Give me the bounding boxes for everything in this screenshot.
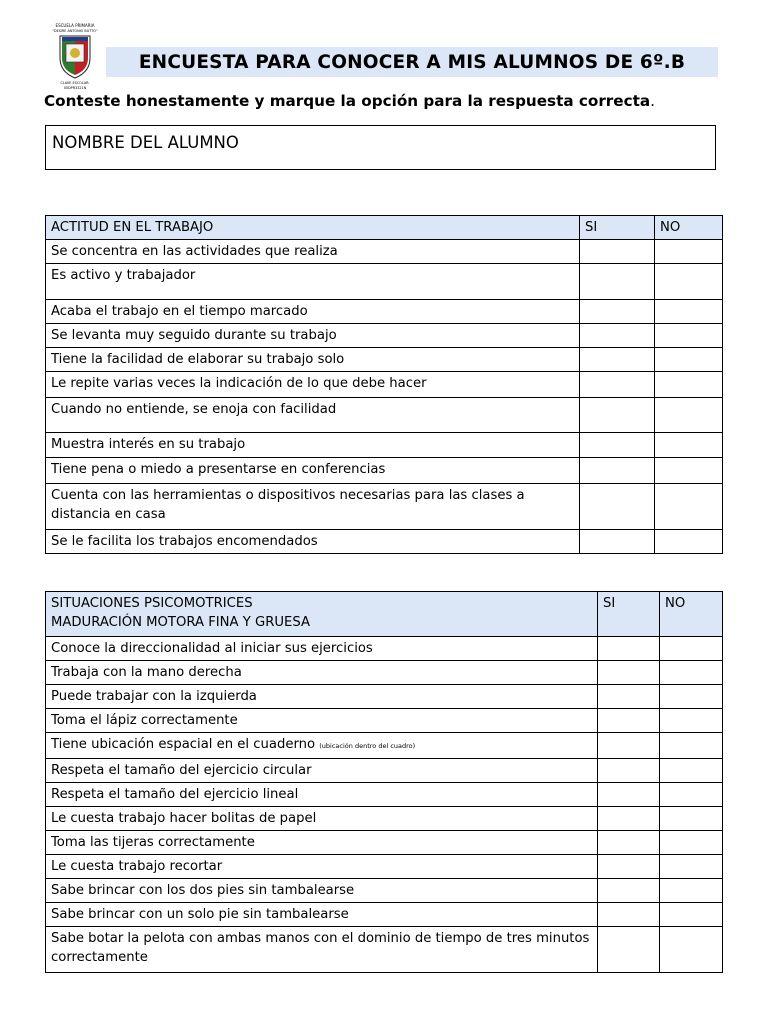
answer-no-cell[interactable] bbox=[655, 398, 723, 433]
answer-no-cell[interactable] bbox=[660, 831, 723, 855]
table-row bbox=[46, 372, 723, 398]
table-header-line1: SITUACIONES PSICOMOTRICES bbox=[51, 596, 253, 611]
question-note: (ubicación dentro del cuadro) bbox=[319, 742, 416, 750]
answer-si-cell[interactable] bbox=[598, 637, 660, 661]
table-row bbox=[46, 709, 723, 733]
question-main-text: Tiene ubicación espacial en el cuaderno bbox=[51, 737, 316, 752]
question-text: Cuenta con las herramientas o dispositivos necesarias para las clases a distancia en casa bbox=[46, 484, 580, 530]
answer-si-cell[interactable] bbox=[598, 759, 660, 783]
answer-si-cell[interactable] bbox=[598, 661, 660, 685]
question-text: Respeta el tamaño del ejercicio circular bbox=[46, 759, 598, 783]
table-row bbox=[46, 855, 723, 879]
answer-si-cell[interactable] bbox=[580, 240, 655, 264]
answer-no-cell[interactable] bbox=[655, 240, 723, 264]
question-text: Toma las tijeras correctamente bbox=[46, 831, 598, 855]
work-attitude-table bbox=[45, 215, 723, 554]
answer-no-cell[interactable] bbox=[660, 661, 723, 685]
table-row bbox=[46, 927, 723, 973]
answer-si-cell[interactable] bbox=[598, 783, 660, 807]
instructions-text: Conteste honestamente y marque la opción para la respuesta correcta bbox=[44, 92, 651, 110]
table-row bbox=[46, 783, 723, 807]
question-text: Muestra interés en su trabajo bbox=[46, 433, 580, 458]
question-text: Acaba el trabajo en el tiempo marcado bbox=[46, 300, 580, 324]
survey-title: ENCUESTA PARA CONOCER A MIS ALUMNOS DE 6º.B bbox=[106, 47, 718, 77]
table-row bbox=[46, 398, 723, 433]
answer-no-cell[interactable] bbox=[660, 733, 723, 759]
table-row bbox=[46, 685, 723, 709]
question-text: Toma el lápiz correctamente bbox=[46, 709, 598, 733]
answer-no-cell[interactable] bbox=[655, 264, 723, 300]
column-si-header: SI bbox=[598, 592, 660, 637]
answer-no-cell[interactable] bbox=[655, 324, 723, 348]
table-row bbox=[46, 458, 723, 484]
answer-no-cell[interactable] bbox=[660, 879, 723, 903]
question-text: Trabaja con la mano derecha bbox=[46, 661, 598, 685]
answer-no-cell[interactable] bbox=[660, 807, 723, 831]
question-text: Sabe brincar con un solo pie sin tambalearse bbox=[46, 903, 598, 927]
answer-si-cell[interactable] bbox=[580, 372, 655, 398]
answer-si-cell[interactable] bbox=[598, 709, 660, 733]
answer-si-cell[interactable] bbox=[598, 927, 660, 973]
table-header-line2: MADURACIÓN MOTORA FINA Y GRUESA bbox=[51, 615, 310, 630]
answer-no-cell[interactable] bbox=[655, 484, 723, 530]
table-row bbox=[46, 807, 723, 831]
table-row bbox=[46, 324, 723, 348]
question-text: Se le facilita los trabajos encomendados bbox=[46, 530, 580, 554]
answer-no-cell[interactable] bbox=[660, 685, 723, 709]
question-text: Tiene la facilidad de elaborar su trabajo solo bbox=[46, 348, 580, 372]
answer-no-cell[interactable] bbox=[660, 783, 723, 807]
column-no-header: NO bbox=[660, 592, 723, 637]
table-row bbox=[46, 433, 723, 458]
answer-no-cell[interactable] bbox=[655, 348, 723, 372]
answer-si-cell[interactable] bbox=[580, 433, 655, 458]
school-code-label: CLAVE ESCOLAR: bbox=[60, 81, 90, 85]
table-header-title bbox=[46, 592, 598, 637]
answer-si-cell[interactable] bbox=[598, 685, 660, 709]
table-row bbox=[46, 661, 723, 685]
question-text: Es activo y trabajador bbox=[46, 264, 580, 300]
answer-no-cell[interactable] bbox=[655, 458, 723, 484]
answer-si-cell[interactable] bbox=[598, 855, 660, 879]
table-row bbox=[46, 300, 723, 324]
table-row bbox=[46, 240, 723, 264]
answer-si-cell[interactable] bbox=[598, 807, 660, 831]
question-text: Sabe brincar con los dos pies sin tambalearse bbox=[46, 879, 598, 903]
instructions bbox=[44, 92, 734, 110]
question-text: Conoce la direccionalidad al iniciar sus ejercicios bbox=[46, 637, 598, 661]
school-crest-logo bbox=[44, 22, 106, 90]
school-name-line1: ESCUELA PRIMARIA bbox=[55, 23, 95, 28]
answer-si-cell[interactable] bbox=[598, 879, 660, 903]
question-text: Tiene pena o miedo a presentarse en conferencias bbox=[46, 458, 580, 484]
answer-no-cell[interactable] bbox=[660, 637, 723, 661]
answer-no-cell[interactable] bbox=[660, 903, 723, 927]
answer-si-cell[interactable] bbox=[580, 348, 655, 372]
answer-si-cell[interactable] bbox=[580, 264, 655, 300]
table-row bbox=[46, 530, 723, 554]
answer-no-cell[interactable] bbox=[660, 927, 723, 973]
table-row bbox=[46, 484, 723, 530]
table-row bbox=[46, 759, 723, 783]
table-row bbox=[46, 733, 723, 759]
table-row bbox=[46, 903, 723, 927]
question-text: Respeta el tamaño del ejercicio lineal bbox=[46, 783, 598, 807]
question-text bbox=[46, 733, 598, 759]
question-text: Sabe botar la pelota con ambas manos con el dominio de tiempo de tres minutos correctamente bbox=[46, 927, 598, 973]
question-text: Le repite varias veces la indicación de lo que debe hacer bbox=[46, 372, 580, 398]
answer-si-cell[interactable] bbox=[598, 831, 660, 855]
instructions-period: . bbox=[650, 92, 655, 110]
table-row bbox=[46, 879, 723, 903]
table-row bbox=[46, 264, 723, 300]
answer-no-cell[interactable] bbox=[660, 855, 723, 879]
psychomotor-table bbox=[45, 591, 723, 973]
answer-si-cell[interactable] bbox=[598, 733, 660, 759]
answer-si-cell[interactable] bbox=[580, 324, 655, 348]
answer-si-cell[interactable] bbox=[598, 903, 660, 927]
question-text: Se levanta muy seguido durante su trabajo bbox=[46, 324, 580, 348]
question-text: Le cuesta trabajo hacer bolitas de papel bbox=[46, 807, 598, 831]
question-text: Cuando no entiende, se enoja con facilidad bbox=[46, 398, 580, 433]
table-header-row bbox=[46, 216, 723, 240]
column-no-header: NO bbox=[655, 216, 723, 240]
question-text: Le cuesta trabajo recortar bbox=[46, 855, 598, 879]
table-row bbox=[46, 348, 723, 372]
answer-no-cell[interactable] bbox=[655, 530, 723, 554]
answer-no-cell[interactable] bbox=[655, 372, 723, 398]
question-text: Se concentra en las actividades que realiza bbox=[46, 240, 580, 264]
question-text: Puede trabajar con la izquierda bbox=[46, 685, 598, 709]
answer-si-cell[interactable] bbox=[580, 300, 655, 324]
column-si-header: SI bbox=[580, 216, 655, 240]
school-code: 00DPR3321N bbox=[63, 86, 87, 90]
answer-no-cell[interactable] bbox=[660, 709, 723, 733]
answer-no-cell[interactable] bbox=[655, 433, 723, 458]
answer-no-cell[interactable] bbox=[660, 759, 723, 783]
student-name-label: NOMBRE DEL ALUMNO bbox=[52, 133, 239, 152]
student-name-field[interactable] bbox=[45, 125, 716, 170]
answer-si-cell[interactable] bbox=[580, 458, 655, 484]
school-name-line2: "DESIRE ANTONIO BUTTO" bbox=[52, 29, 98, 33]
table-row bbox=[46, 637, 723, 661]
answer-si-cell[interactable] bbox=[580, 484, 655, 530]
table-header-title: ACTITUD EN EL TRABAJO bbox=[46, 216, 580, 240]
answer-si-cell[interactable] bbox=[580, 398, 655, 433]
answer-si-cell[interactable] bbox=[580, 530, 655, 554]
table-row bbox=[46, 831, 723, 855]
answer-no-cell[interactable] bbox=[655, 300, 723, 324]
table-header-row bbox=[46, 592, 723, 637]
